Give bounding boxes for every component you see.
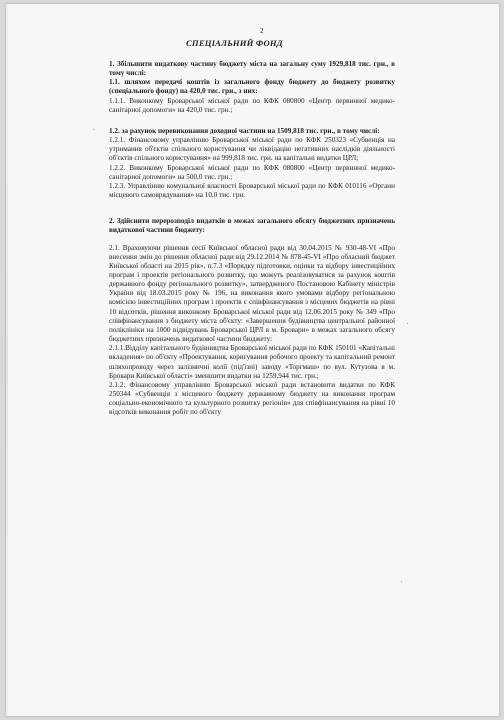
- section-2-1-1-text: 2.1.1.Відділу капітального будівництва Броварської міської ради по КФК 150101 «Капітальні вкладення» по об'єкту «Проектування, коригування робочого проекту та капітальний ремонт шляхопроводу через залізничні колії (під'їзні) заводу «Торгмаш» по вул. Кутузова в м. Бровари Київської області» зменшити видатки на 1259,944 тис. грн.;: [109, 344, 395, 380]
- section-2-heading: 2. Здійснити перерозподіл видатків в межах загального обсягу бюджетних призначень видаткової частини бюджету:: [109, 217, 395, 235]
- page-edge-shadow: [6, 4, 8, 716]
- section-1-1-1-text: 1.1.1. Виконкому Броварської міської ради по КФК 080800 «Центр первинної медико-санітарної допомоги» на 420,0 тис. грн.;: [109, 96, 395, 114]
- section-1-2-heading: 1.2. за рахунок перевиконання доходної частини на 1509,818 тис. грн., в тому числі:: [109, 126, 380, 135]
- page-title: СПЕЦІАЛЬНИЙ ФОНД: [186, 38, 283, 48]
- document-body: [109, 60, 395, 417]
- page-number: 2: [260, 27, 264, 35]
- scan-speck: [401, 581, 402, 582]
- section-1-1-heading: 1.1. шляхом передачі коштів із загального фонду бюджету до бюджету розвитку (спеціального фонду) на 420,0 тис. грн., з них:: [109, 78, 395, 96]
- section-1-heading: 1. Збільшити видаткову частину бюджету міста на загальну суму 1929,818 тис. грн., в тому числі:: [109, 60, 395, 78]
- scan-speck: [93, 129, 94, 130]
- document-page: [6, 4, 499, 716]
- section-2-1-2-text: 2.1.2. Фінансовому управлінню Броварської міської ради встановити видатки по КФК 250344 «Субвенція з місцевого бюджету державному бюджету на виконання програм соціально-економічного та культурного розвитку регіонів» для співфінансування на рівні 10 відсотків виконання робіт по об'єкту: [109, 380, 395, 417]
- section-1-2-3-text: 1.2.3. Управлінню комунальної власності Броварської міської ради по КФК 010116 «Органи місцевого самоврядування» на 10,0 тис. грн.: [109, 181, 395, 200]
- section-1-2-1-text: 1.2.1. Фінансовому управлінню Броварської міської ради по КФК 250323 «Субвенція на утримання об'єктів спільного користування чи ліквідацію негативних наслідків діяльності об'єктів спільного користування» на 999,818 тис. грн. на капітальні видатки ЦРЛ;: [109, 136, 395, 163]
- section-1-2-2-text: 1.2.2. Виконкому Броварської міської ради по КФК 080800 «Центр первинної медико-санітарної допомоги» на 500,0 тис. грн.;: [109, 163, 395, 181]
- scan-speck: [407, 323, 408, 324]
- section-2-1-text: 2.1. Враховуючи рішення сесії Київської обласної ради від 30.04.2015 № 930-48-VІ «Про внесення змін до рішення обласної ради від 29.12.2014 № 878-45-VІ «Про обласний бюджет Київської області на 2015 рік», п.7.3 «Порядку підготовки, оцінки та відбору інвестиційних програм і проектів регіонального розвитку, що можуть реалізовуватися за рахунок коштів державного фонду регіонального розвитку», затвердженого Постановою Кабінету міністрів України від 18.03.2015 року № 196, на виконання якого умовами відбору регіональною комісією інвестиційних програм і проектів є співфінансування з місцевих бюджетів на рівні 10 відсотків, рішення виконкому Броварської міської ради від 12.06.2015 року № 349 «Про співфінансування з бюджету міста об'єкту: «Завершення будівництва центральної районної поліклініки на 1000 відвідувань Броварської ЦРЛ в м. Бровари» в межах загального обсягу бюджетних призначень видаткової частини бюджету:: [109, 243, 395, 344]
